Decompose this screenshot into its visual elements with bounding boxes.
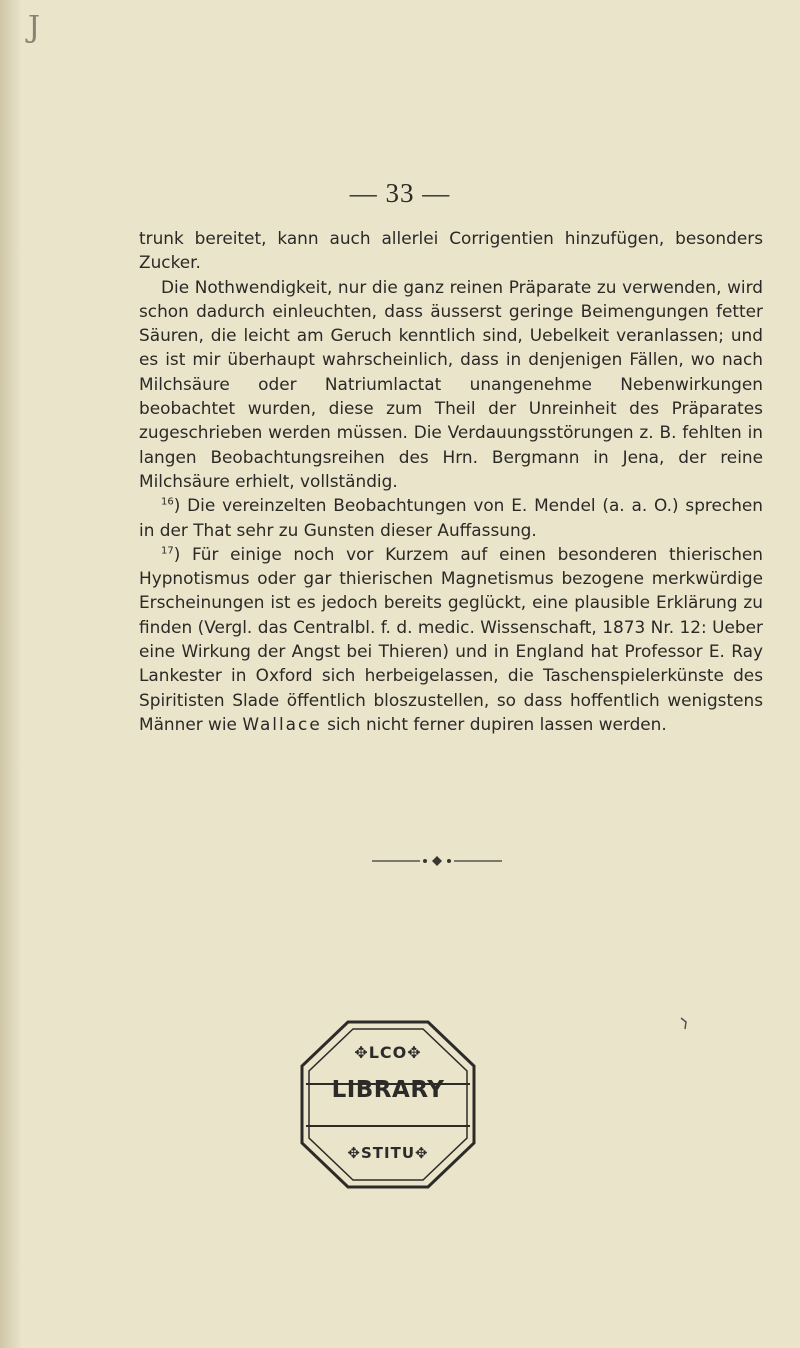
body-text xyxy=(139,226,763,736)
section-divider-ornament xyxy=(372,855,502,867)
pencil-tick-mark xyxy=(680,1016,688,1030)
library-stamp xyxy=(298,1018,478,1191)
paragraph-2 xyxy=(139,275,763,494)
footnote-17-text-start: Für einige noch vor Kurzem auf einen besonderen thierischen Hypnotismus oder gar thierischen Magnetismus bezogene merkwürdige Erscheinungen ist es jedoch bereits geglückt, eine plausible Erklärung zu finden (Vergl. das Centralbl. f. d. medic. Wissenschaft, 1873 Nr. 12: Ueber eine Wirkung der Angst bei Thieren) und in England hat Professor E. Ray Lankester in Oxford sich herbeigelassen, die Taschenspielerkünste des Spiritisten Slade öffentlich bloszustellen, so dass hoffentlich wenigstens Männer wie xyxy=(139,543,763,734)
footnote-17: $^{17}$) Für einige noch vor Kurzem auf einen besonderen thierischen Hypnotismus oder gar thierischen Magnetismus bezogene merkwürdige Erscheinungen ist es jedoch bereits geglückt, eine plausible Erklärung zu finden (Vergl. das Centralbl. f. d. medic. Wissenschaft, 1873 Nr. 12: Ueber eine Wirkung der Angst bei Thieren) und in England hat Professor E. Ray Lankester in Oxford sich herbeigelassen, die Taschenspielerkünste des Spiritisten Slade öffentlich bloszustellen, so dass hoffentlich wenigstens Männer wie Wallace sich nicht ferner dupiren lassen werden. xyxy=(139,543,763,734)
paragraph-1-text: trunk bereitet, kann auch allerlei Corrigentien hinzufügen, besonders Zucker. xyxy=(139,228,763,273)
footnote-17-text-end: sich nicht ferner dupiren lassen werden. xyxy=(327,713,667,734)
paragraph-2-text: Die Nothwendigkeit, nur die ganz reinen Präparate zu verwenden, wird schon dadurch einleuchten, dass äusserst geringe Beimengungen fetter Säuren, die leicht am Geruch kenntlich sind, Uebelkeit veranlassen; und es ist mir überhaupt wahrscheinlich, dass in denjenigen Fällen, wo nach Milchsäure oder Natriumlactat unangenehme Nebenwirkungen beobachtet wurden, diese zum Theil der Unreinheit des Präparates zugeschrieben werden müssen. Die Verdauungsstörungen z. B. fehlten in langen Beobachtungsreihen des Hrn. Bergmann in Jena, der reine Milchsäure erhielt, vollständig. xyxy=(139,276,763,491)
svg-text:✥LCO✥: ✥LCO✥ xyxy=(354,1043,422,1062)
corner-pencil-mark: J xyxy=(28,10,41,45)
footnote-16-text: Die vereinzelten Beobachtungen von E. Mendel (a. a. O.) sprechen in der That sehr zu Gunsten dieser Auffassung. xyxy=(139,495,763,540)
stamp-library-label: LIBRARY xyxy=(331,1077,445,1103)
footnote-16: $^{16}$) Die vereinzelten Beobachtungen von E. Mendel (a. a. O.) sprechen in der That sehr zu Gunsten dieser Auffassung. xyxy=(139,495,763,540)
footnote-17-number: 17 xyxy=(161,545,174,557)
footnote-16-number: 16 xyxy=(161,496,174,508)
emphasized-name: Wallace xyxy=(242,713,322,734)
paragraph-1 xyxy=(139,226,763,275)
page-number: — 33 — xyxy=(349,178,451,208)
svg-text:✥STITU✥: ✥STITU✥ xyxy=(347,1144,429,1162)
